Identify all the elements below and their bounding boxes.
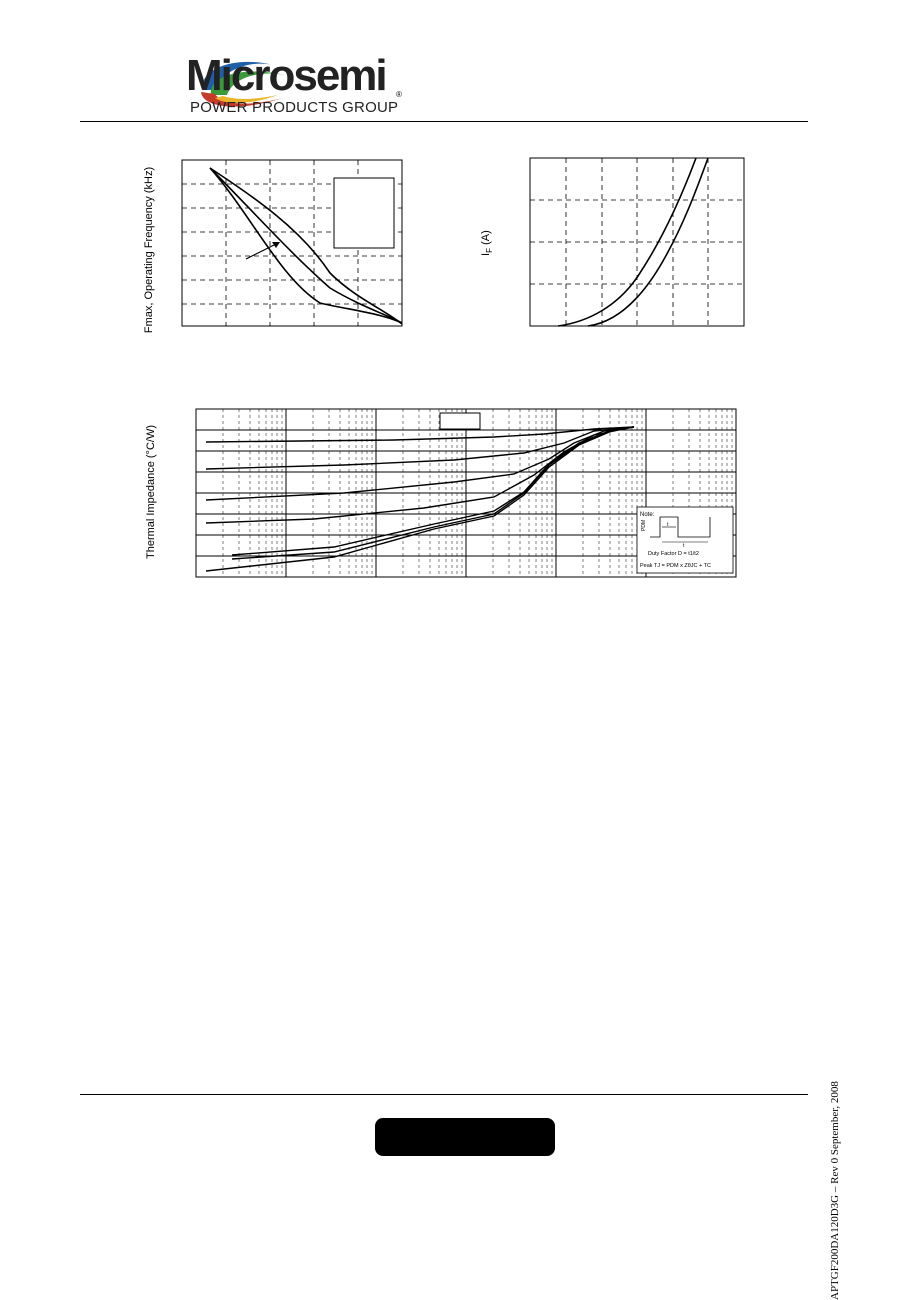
chart3-note-peak: Peak TJ = PDM x ZθJC + TC <box>640 563 712 569</box>
chart3-note-duty: Duty Factor D = t1/t2 <box>648 551 699 557</box>
chart3-curve-d09 <box>206 427 634 442</box>
chart3-note-pdm: PDM <box>641 519 647 531</box>
registered-mark: ® <box>396 90 402 99</box>
chart3-note-t2: t <box>683 543 685 549</box>
footer-rule <box>80 1094 808 1095</box>
chart2-grid <box>530 158 744 326</box>
chart3-thermal-impedance <box>194 407 740 582</box>
chart2-ylabel: $I_F$ (A) <box>479 230 495 256</box>
chart1-ylabel: Fmax, Operating Frequency (kHz) <box>143 166 155 334</box>
chart3-curve-d01 <box>232 427 634 555</box>
brand-name: Microsemi <box>186 51 386 100</box>
chart1-fmax <box>180 158 405 330</box>
chart3-note-t1: t <box>667 522 669 528</box>
chart2-if <box>528 156 746 330</box>
chart3-legend-box <box>440 413 480 429</box>
page-number-badge <box>375 1118 555 1156</box>
chart3-note-title: Note: <box>640 512 655 518</box>
header-rule <box>80 121 808 122</box>
document-revision-text: APTGF200DA120D3G – Rev 0 September, 2008 <box>829 1081 841 1300</box>
chart3-curve-d05 <box>206 427 634 500</box>
chart3-note-box <box>637 507 733 573</box>
chart1-legend-box <box>334 178 394 248</box>
chart1-arrow <box>246 243 278 259</box>
division-name: POWER PRODUCTS GROUP <box>190 99 399 116</box>
chart3-ylabel: Thermal Impedance (°C/W) <box>145 425 157 559</box>
